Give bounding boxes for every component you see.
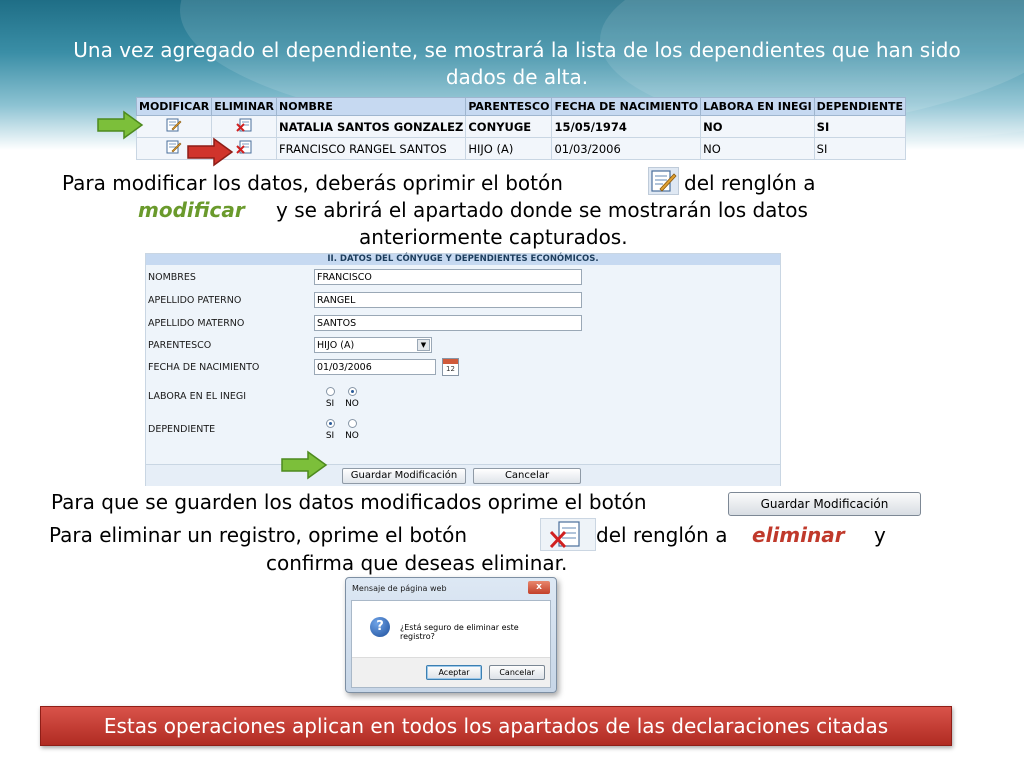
labora-no-radio[interactable]: [348, 387, 357, 396]
modify-text-line2: y se abrirá el apartado donde se mostrarán los datos: [276, 198, 808, 222]
edit-icon[interactable]: [166, 118, 182, 132]
delete-icon[interactable]: [236, 140, 252, 154]
dialog-footer: [352, 657, 550, 687]
parentesco-label: PARENTESCO: [148, 340, 212, 351]
fecha-label: FECHA DE NACIMIENTO: [148, 362, 260, 373]
save-text: Para que se guarden los datos modificados oprime el botón: [51, 490, 647, 514]
red-arrow-icon: [186, 137, 234, 167]
green-arrow-icon: [96, 110, 144, 140]
confirm-dialog: [345, 577, 557, 693]
materno-input[interactable]: SANTOS: [314, 315, 582, 331]
cell-dependiente: SI: [814, 116, 905, 138]
dialog-cancel-button[interactable]: Cancelar: [489, 665, 545, 680]
cell-nombre: FRANCISCO RANGEL SANTOS: [277, 138, 466, 160]
col-header-labora: LABORA EN INEGI: [701, 98, 815, 116]
paterno-label: APELLIDO PATERNO: [148, 295, 242, 306]
dialog-body: [351, 600, 551, 688]
form-footer: [146, 464, 780, 486]
modify-cell[interactable]: [137, 116, 212, 138]
labora-no-option[interactable]: [342, 387, 362, 409]
save-button-illustration: Guardar Modificación: [728, 492, 921, 516]
delete-cell[interactable]: [212, 116, 277, 138]
cell-fecha: 15/05/1974: [552, 116, 701, 138]
modify-emphasis: modificar: [138, 198, 245, 222]
footer-banner: Estas operaciones aplican en todos los apartados de las declaraciones citadas: [40, 706, 952, 746]
delete-emphasis: eliminar: [752, 523, 845, 547]
col-header-modificar: MODIFICAR: [137, 98, 212, 116]
dialog-title: Mensaje de página web: [352, 584, 447, 593]
edit-icon: [648, 167, 679, 195]
parentesco-selected: HIJO (A): [317, 340, 355, 351]
col-header-eliminar: ELIMINAR: [212, 98, 277, 116]
delete-text-line2: confirma que deseas eliminar.: [266, 551, 568, 575]
labora-si-option[interactable]: [320, 387, 340, 409]
dependiente-si-radio[interactable]: [326, 419, 335, 428]
dependiente-label: DEPENDIENTE: [148, 424, 216, 435]
nombres-label: NOMBRES: [148, 272, 196, 283]
dependiente-si-label: SI: [325, 431, 335, 441]
edit-icon[interactable]: [166, 140, 182, 154]
slide-title: Una vez agregado el dependiente, se mostrará la lista de los dependientes que han sido dados de alta.: [73, 38, 961, 89]
save-modification-button[interactable]: Guardar Modificación: [342, 468, 466, 484]
labora-si-label: SI: [325, 399, 335, 409]
cell-labora: NO: [701, 138, 815, 160]
paterno-input[interactable]: RANGEL: [314, 292, 582, 308]
labora-label: LABORA EN EL INEGI: [148, 391, 247, 402]
parentesco-select[interactable]: [314, 337, 432, 353]
cancel-button[interactable]: Cancelar: [473, 468, 581, 484]
dependents-table: [136, 97, 906, 160]
table-row: [137, 138, 906, 160]
delete-text-line1-c: y: [874, 523, 886, 547]
delete-icon: [540, 518, 596, 551]
accept-button[interactable]: Aceptar: [426, 665, 482, 680]
delete-icon[interactable]: [236, 118, 252, 132]
cell-parentesco: HIJO (A): [466, 138, 552, 160]
materno-label: APELLIDO MATERNO: [148, 318, 245, 329]
cell-labora: NO: [701, 116, 815, 138]
col-header-dependiente: DEPENDIENTE: [814, 98, 905, 116]
modify-text-line1-b: del renglón a: [684, 171, 816, 195]
col-header-fecha: FECHA DE NACIMIENTO: [552, 98, 701, 116]
calendar-icon[interactable]: [442, 358, 459, 376]
dependiente-no-option[interactable]: [342, 419, 362, 441]
green-arrow-icon: [280, 450, 328, 480]
dropdown-arrow-icon[interactable]: ▼: [417, 339, 430, 351]
nombres-input[interactable]: FRANCISCO: [314, 269, 582, 285]
dependiente-si-option[interactable]: [320, 419, 340, 441]
delete-text-line1-b: del renglón a: [596, 523, 728, 547]
modify-text-line3: anteriormente capturados.: [359, 225, 628, 249]
delete-text-line1-a: Para eliminar un registro, oprime el botón: [49, 523, 468, 547]
calendar-day: 12: [446, 365, 455, 373]
labora-no-label: NO: [345, 399, 359, 409]
table-row: [137, 116, 906, 138]
modify-text-line1-a: Para modificar los datos, deberás oprimir el botón: [62, 171, 563, 195]
cell-dependiente: SI: [814, 138, 905, 160]
fecha-input[interactable]: 01/03/2006: [314, 359, 436, 375]
close-icon[interactable]: x: [528, 581, 550, 594]
cell-fecha: 01/03/2006: [552, 138, 701, 160]
dependiente-no-radio[interactable]: [348, 419, 357, 428]
form-heading: II. DATOS DEL CÓNYUGE Y DEPENDIENTES ECONÓMICOS.: [146, 254, 780, 265]
cell-parentesco: CONYUGE: [466, 116, 552, 138]
dependent-form: [145, 253, 781, 486]
col-header-parentesco: PARENTESCO: [466, 98, 552, 116]
col-header-nombre: NOMBRE: [277, 98, 466, 116]
question-icon: ?: [370, 617, 390, 637]
labora-si-radio[interactable]: [326, 387, 335, 396]
dependiente-no-label: NO: [345, 431, 359, 441]
dialog-message: ¿Está seguro de eliminar este registro?: [400, 623, 519, 641]
cell-nombre: NATALIA SANTOS GONZALEZ: [277, 116, 466, 138]
